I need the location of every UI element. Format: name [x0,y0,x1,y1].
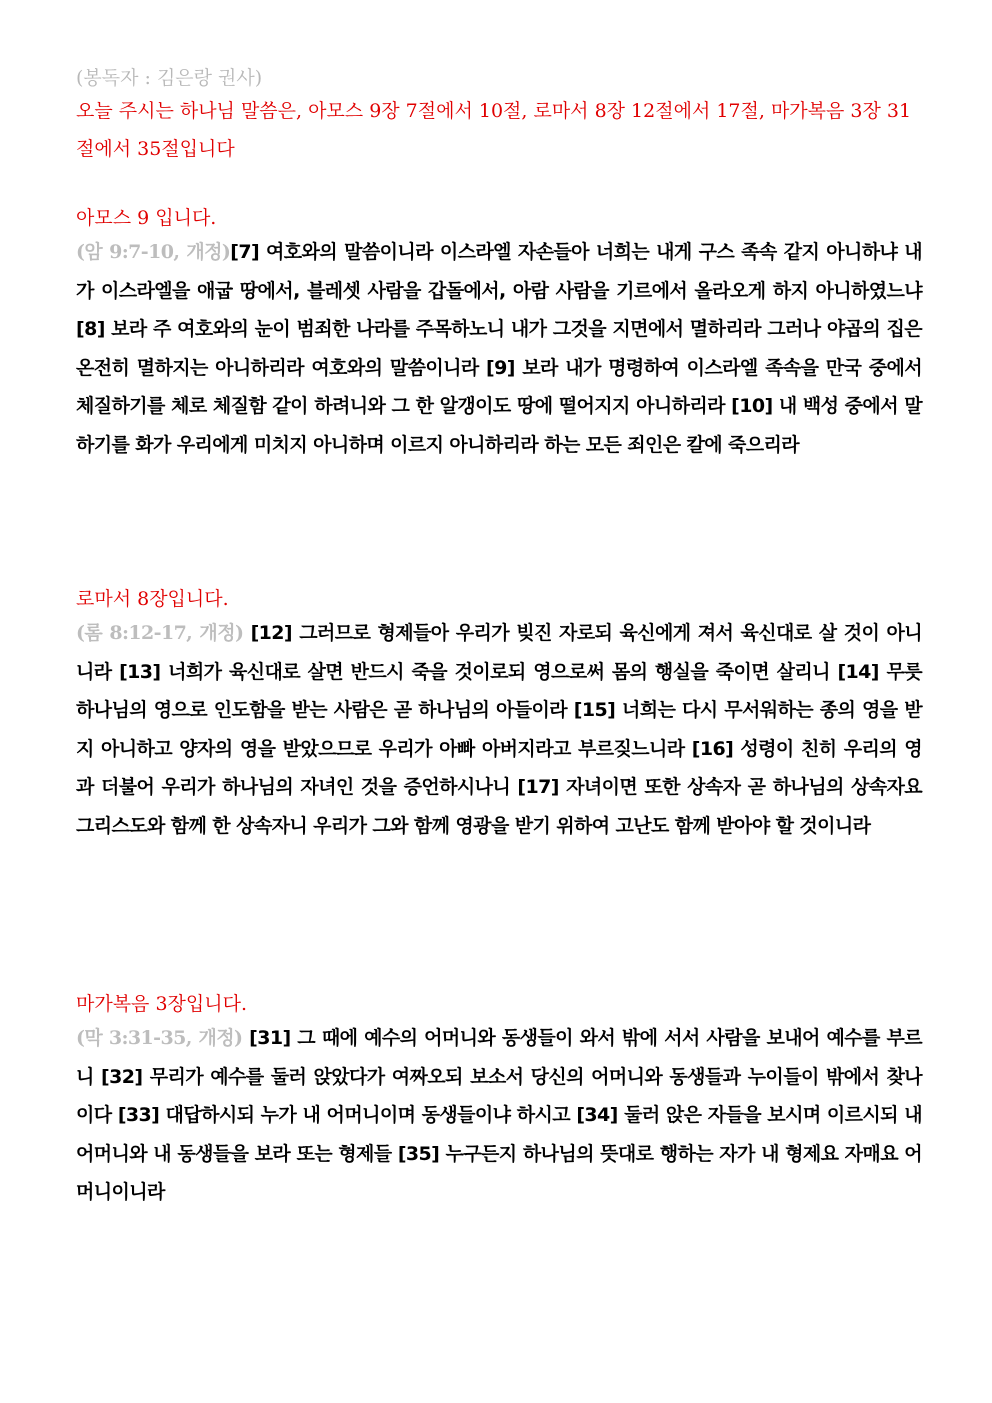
document-page [76,64,923,1203]
reading-intro: 오늘 주시는 하나님 말씀은, 아모스 9장 7절에서 10절, 로마서 8장 12절에서 17절, 마가복음 3장 31절에서 35절입니다 [76,100,912,160]
scripture-passage [76,233,922,464]
scripture-reference: (막 3:31-35, 개정) [76,1027,243,1049]
section-heading: 아모스 9 입니다. [76,207,217,229]
scripture-passage [76,1019,922,1212]
section-heading: 마가복음 3장입니다. [76,993,247,1015]
scripture-text: [31] 그 때에 예수의 어머니와 동생들이 와서 밖에 서서 사람을 보내어 예수를 부르니 [32] 무리가 예수를 둘러 앉았다가 여짜오되 보소서 당신의 어머니와 동생들과 누이들이 밖에서 찾나이다 [33] 대답하시되 누가 내 어머니이며 동생들이냐 하시고 [34] 둘러 앉은 자들을 보시며 이르시되 내 어머니와 내 동생들을 보라 또는 형제들 [35] 누구든지 하나님의 뜻대로 행하는 자가 내 형제요 자매요 어머니이니라 [76,1027,923,1203]
scripture-reference: (롬 8:12-17, 개정) [76,622,244,644]
scripture-passage [76,614,922,845]
reader-credit: (봉독자 : 김은랑 권사) [76,67,263,89]
section-mark [76,989,922,1212]
section-heading: 로마서 8장입니다. [76,588,229,610]
section-romans [76,584,922,845]
scripture-text: [12] 그러므로 형제들아 우리가 빚진 자로되 육신에게 져서 육신대로 살 것이 아니니라 [13] 너희가 육신대로 살면 반드시 죽을 것이로되 영으로써 몸의 행실을 죽이면 살리니 [14] 무릇 하나님의 영으로 인도함을 받는 사람은 곧 하나님의 아들이라 [15] 너희는 다시 무서워하는 종의 영을 받지 아니하고 양자의 영을 받았으므로 우리가 아빠 아버지라고 부르짖느니라 [16] 성령이 친히 우리의 영과 더불어 우리가 하나님의 자녀인 것을 증언하시나니 [17] 자녀이면 또한 상속자 곧 하나님의 상속자요 그리스도와 함께 한 상속자니 우리가 그와 함께 영광을 받기 위하여 고난도 함께 받아야 할 것이니라 [76,622,923,837]
scripture-reference: (암 9:7-10, 개정) [76,241,231,263]
scripture-text: [7] 여호와의 말씀이니라 이스라엘 자손들아 너희는 내게 구스 족속 같지 아니하냐 내가 이스라엘을 애굽 땅에서, 블레셋 사람을 갑돌에서, 아람 사람을 기르에서 올라오게 하지 아니하였느냐 [8] 보라 주 여호와의 눈이 범죄한 나라를 주목하노니 내가 그것을 지면에서 멸하리라 그러나 야곱의 집은 온전히 멸하지는 아니하리라 여호와의 말씀이니라 [9] 보라 내가 명령하여 이스라엘 족속을 만국 중에서 체질하기를 체로 체질함 같이 하려니와 그 한 알갱이도 땅에 떨어지지 아니하리라 [10] 내 백성 중에서 말하기를 화가 우리에게 미치지 아니하며 이르지 아니하리라 하는 모든 죄인은 칼에 죽으리라 [76,241,922,456]
section-amos [76,203,922,464]
